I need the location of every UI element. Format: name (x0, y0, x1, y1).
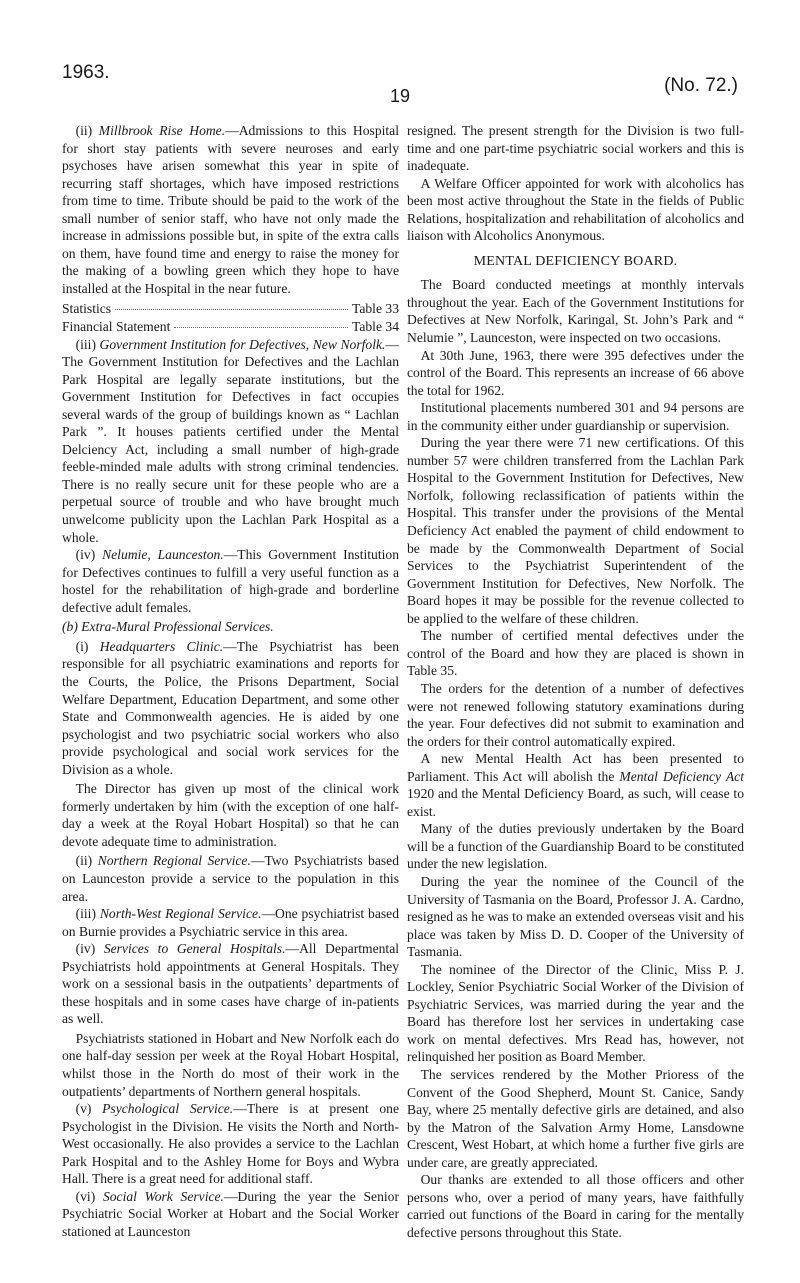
page-header (62, 62, 738, 106)
paragraph-services-rendered: The services rendered by the Mother Prioress of the Convent of the Good Shepherd, Mount St. Canice, Sandy Bay, where 25 mentally defective girls are detained, and also by the Matron of the Salvation Army Home, Lansdowne Crescent, West Hobart, at which home a further five girls are under care, are greatly appreciated. (407, 1066, 744, 1170)
item-title: Northern Regional Service. (97, 853, 251, 869)
item-text: —There is at present one Psychologist in the Division. He visits the North and North-West occasionally. He also provides a service to the Lachlan Park Hospital and to the Ashley Home for Boys and Wybra Hall. There is a great need for additional staff. (62, 1101, 399, 1187)
left-column (62, 122, 399, 1240)
text-run: 1920 and the Mental Deficiency Board, as such, will cease to exist. (407, 786, 744, 819)
item-text: —The Psychiatrist has been responsible for all psychiatric examinations and reports for the Courts, the Police, the Prisons Department, Social Welfare Department, Education Department, and some other State and Commonwealth agencies. He is aided by one psychologist and two psychiatric social workers who also provide psychological and social work services for the Division as a whole. (62, 638, 400, 777)
dot-leader (115, 309, 348, 310)
section-title: (b) Extra-Mural Professional Services. (62, 619, 274, 635)
paragraph-headquarters-clinic (62, 638, 399, 778)
item-number: (v) (75, 1101, 103, 1117)
paragraph-director: The Director has given up most of the clinical work formerly undertaken by him (with the exception of one half-day a week at the Royal Hobart Hospital) so that he can devote adequate time to administration. (62, 781, 399, 849)
item-number: (ii) (75, 123, 99, 138)
paragraph-orders: The orders for the detention of a number of defectives were not renewed following statutory examinations during the year. Four defectives did not submit to examination and the orders for their control automatically expired. (407, 680, 744, 749)
paragraph-resigned: resigned. The present strength for the Division is two full-time and one part-time psychiatric social workers and this is inadequate. (407, 123, 744, 174)
paragraph-director-nominee: The nominee of the Director of the Clinic, Miss P. J. Lockley, Senior Psychiatric Social Worker of the Division of Psychiatric Services, was married during the year and the Board has therefore lost her services in undertaking case work on mental defectives. Mrs Read has, however, not relinquished her position as Board Member. (407, 961, 744, 1065)
stat-label: Financial Statement (62, 319, 171, 335)
page-number: 19 (389, 86, 411, 106)
item-number: (i) (75, 638, 100, 654)
paragraph-government-institution (62, 336, 399, 547)
item-text: —One psychiatrist based on Burnie provides a Psychiatric service in this area. (62, 906, 399, 939)
paragraph-university-nominee: During the year the nominee of the Council of the University of Tasmania on the Board, Professor J. A. Cardno, resigned as he was to make an extended overseas visit and his place was taken by Miss D. D. Cooper of the University of Tasmania. (407, 873, 744, 960)
item-number: (ii) (75, 853, 98, 869)
paragraph-nelumie (62, 546, 399, 616)
item-number: (iii) (75, 336, 100, 352)
item-number: (iv) (75, 547, 103, 563)
item-title: Nelumie, Launceston. (102, 547, 224, 563)
stat-label: Statistics (62, 301, 112, 317)
paragraph-welfare-officer: A Welfare Officer appointed for work with alcoholics has been most active throughout the State in the fields of Public Relations, hospitalization and rehabilitation of alcoholics and liaison with Alcoholics Anonymous. (407, 175, 744, 244)
item-number: (vi) (75, 1188, 103, 1204)
item-title: Psychological Service. (102, 1101, 234, 1117)
paragraph-table-35: The number of certified mental defectives under the control of the Board and how they are placed is shown in Table 35. (407, 628, 744, 679)
paragraph-north-west-regional (62, 905, 399, 940)
stat-row-financial (62, 318, 399, 336)
paragraph-defectives-count: At 30th June, 1963, there were 395 defectives under the control of the Board. This represents an increase of 66 above the total for 1962. (407, 347, 744, 398)
paragraph-new-act (407, 750, 744, 820)
item-title: Government Institution for Defectives, New Norfolk. (99, 336, 386, 352)
item-text: —All Departmental Psychiatrists hold appointments at General Hospitals. They work on a sessional basis in the outpatients’ departments of these hospitals and in some cases have charge of in-patients as well. (62, 941, 400, 1027)
item-text: —Two Psychiatrists based on Launceston provide a service to the population in this area. (62, 853, 399, 904)
paragraph-psychological-service (62, 1100, 399, 1188)
paragraph-psychiatrists-stationed: Psychiatrists stationed in Hobart and New Norfolk each do one half-day session per week at the Royal Hobart Hospital, whilst those in the North do most of their work in the outpatients’ departments of Northern general hospitals. (62, 1030, 399, 1099)
paragraph-social-work-service (62, 1188, 399, 1241)
issue-number: (No. 72.) (664, 75, 738, 96)
text-run: A new Mental Health Act has been presented to Parliament. This Act will abolish the (407, 751, 744, 784)
paragraph-thanks: Our thanks are extended to all those officers and other persons who, over a period of many years, have faithfully carried out functions of the Board in caring for the mentally defective persons throughout this State. (407, 1172, 744, 1240)
item-title: Services to General Hospitals. (103, 941, 286, 957)
stat-value: Table 33 (352, 301, 399, 317)
item-number: (iv) (75, 941, 104, 957)
paragraph-certifications: During the year there were 71 new certifications. Of this number 57 were children transferred from the Lachlan Park Hospital to the Government Institution for Defectives, New Norfolk, following reclassification of patients within the Hospital. This transfer under the provisions of the Mental Deficiency Act enabled the payment of child endowment to be made by the Commonwealth Department of Social Services to the Psychiatrist Superintendent of the Government Institution for Defectives, New Norfolk. The Board hopes it may be possible for the revenue collected to be applied to the welfare of these children. (407, 435, 744, 626)
item-text: —The Government Institution for Defectives and the Lachlan Park Hospital are legally separate institutions, but the Government Institution for Defectives in fact occupies several wards of the group of buildings known as “ Lachlan Park ”. It houses patients certified under the Mental Delciency Act, including a small number of high-grade feeble-minded male adults with strong criminal tendencies. There is no really secure unit for these people who are a perpetual source of trouble and who have brought much unwelcome publicity upon the Lachlan Park Hospital as a whole. (62, 336, 399, 545)
section-heading-extra-mural (62, 618, 399, 636)
paragraph-board-meetings: The Board conducted meetings at monthly intervals throughout the year. Each of the Government Institutions for Defectives at New Norfolk, Karingal, St. John’s Park and “ Nelumie ”, Launceston, were inspected on two occasions. (407, 277, 744, 346)
act-title: Mental Deficiency Act (619, 768, 744, 784)
item-title: North-West Regional Service. (99, 906, 262, 922)
item-title: Millbrook Rise Home. (98, 123, 226, 138)
paragraph-general-hospitals (62, 940, 399, 1028)
item-text: —This Government Institution for Defectives continues to fulfill a very useful function as a hostel for the rehabilitation of high-grade and borderline defective adult females. (62, 547, 399, 615)
right-column (407, 122, 744, 1241)
paragraph-placements: Institutional placements numbered 301 and 94 persons are in the community either under guardianship or supervision. (407, 400, 744, 433)
paragraph-millbrook (62, 122, 399, 297)
item-text: —Admissions to this Hospital for short stay patients with severe neuroses and early psychoses have arisen somewhat this year in spite of recurring staff shortages, which have imposed restrictions from time to time. Tribute should be paid to the work of the small number of senior staff, who have not only made the increase in admissions possible but, in spite of the extra calls on them, have found time and energy to raise the money for the making of a bowling green which they hope to have installed at the Hospital in the near future. (62, 123, 399, 296)
item-title: Social Work Service. (102, 1188, 224, 1204)
paragraph-guardianship-board: Many of the duties previously undertaken by the Board will be a function of the Guardianship Board to be constituted under the new legislation. (407, 821, 744, 872)
stat-row-statistics (62, 300, 399, 318)
item-title: Headquarters Clinic. (99, 638, 224, 654)
section-heading-mental-deficiency-board: MENTAL DEFICIENCY BOARD. (473, 253, 678, 269)
item-number: (iii) (75, 906, 100, 922)
paragraph-northern-regional (62, 852, 399, 905)
stat-value: Table 34 (352, 319, 399, 335)
item-text: —During the year the Senior Psychiatric Social Worker at Hobart and the Social Worker stationed at Launceston (62, 1188, 399, 1239)
dot-leader (174, 327, 348, 328)
header-year: 1963. (62, 62, 110, 83)
